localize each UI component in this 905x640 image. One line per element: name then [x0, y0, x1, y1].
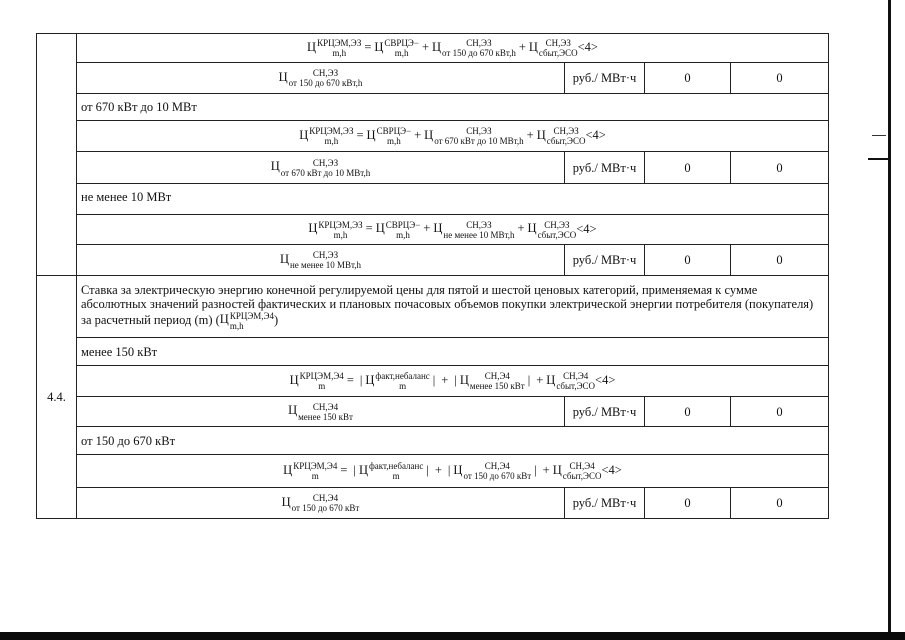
- price-symbol: [288, 401, 353, 422]
- price-letter: Ц: [433, 221, 443, 236]
- subscript: от 670 кВт до 10 МВт,h: [434, 136, 524, 146]
- formula-cell: [77, 366, 829, 397]
- description-symbol: [219, 310, 274, 331]
- table-row: [37, 152, 829, 184]
- subscript: менее 150 кВт: [298, 411, 353, 422]
- script-stack: [547, 126, 586, 146]
- operator: |: [447, 462, 451, 477]
- superscript: СН,Э4: [312, 493, 339, 503]
- formula-cell: [77, 34, 829, 63]
- footnote-tag: <4>: [595, 372, 616, 387]
- price-symbol: [281, 493, 360, 513]
- script-stack: [443, 220, 514, 240]
- script-stack: [293, 461, 337, 481]
- subscript: m: [399, 381, 407, 391]
- script-stack: [300, 371, 344, 391]
- subscript: от 150 до 670 кВт,h: [442, 48, 516, 58]
- script-stack: [563, 461, 602, 481]
- superscript: СН,ЭЗ: [553, 126, 579, 136]
- operator: |: [432, 372, 436, 387]
- price-letter: Ц: [546, 372, 556, 387]
- subscript: сбыт,ЭСО: [562, 471, 602, 481]
- table-row: [37, 184, 829, 215]
- superscript: факт,небаланс: [368, 461, 424, 471]
- term-symbol: [453, 461, 532, 481]
- operator: +: [542, 462, 550, 477]
- superscript: КРЦЭМ,ЭЗ: [318, 219, 363, 230]
- table-row: [37, 427, 829, 455]
- value-cell: 0: [645, 245, 731, 276]
- subscript: m: [318, 381, 326, 391]
- price-letter: Ц: [366, 127, 376, 142]
- footnote-tag: <4>: [576, 221, 597, 236]
- unit-cell: руб./ МВт·ч: [565, 488, 645, 519]
- subscript: сбыт,ЭСО: [537, 229, 577, 240]
- subscript: от 150 до 670 кВт,h: [288, 78, 363, 88]
- operator: |: [359, 372, 363, 387]
- table-row: [37, 121, 829, 152]
- operator: |: [353, 462, 356, 477]
- script-stack: [463, 461, 531, 481]
- price-letter: Ц: [375, 221, 385, 236]
- price-letter: Ц: [424, 127, 434, 142]
- superscript: СН,Э4: [312, 401, 339, 412]
- value-cell: 0: [731, 152, 829, 184]
- lhs-symbol: [308, 219, 363, 240]
- subscript: m,h: [229, 320, 244, 331]
- operator: +: [518, 39, 526, 54]
- scan-edge-mark: [868, 158, 888, 160]
- superscript: факт,небаланс: [375, 371, 430, 381]
- term-symbol: [552, 461, 602, 481]
- script-stack: [230, 311, 274, 331]
- value-cell: 0: [645, 397, 731, 427]
- superscript: СН,ЭЗ: [312, 68, 339, 78]
- value-cell: 0: [645, 488, 731, 519]
- range-label: менее 150 кВт: [77, 338, 829, 366]
- value-cell: 0: [645, 152, 731, 184]
- table-row: [37, 338, 829, 366]
- operator: +: [434, 462, 442, 477]
- term-symbol: [433, 219, 515, 240]
- superscript: СН,Э4: [484, 371, 510, 381]
- section-description: [77, 276, 829, 338]
- lhs-symbol: [289, 371, 344, 391]
- script-stack: [318, 220, 362, 240]
- price-letter: Ц: [289, 372, 299, 387]
- script-stack: [298, 402, 353, 422]
- subscript: m: [311, 471, 319, 481]
- script-stack: [442, 38, 516, 58]
- subscript: от 150 до 670 кВт: [463, 471, 532, 481]
- term-symbol: [424, 126, 524, 146]
- table-row: [37, 245, 829, 276]
- formula-cell: [77, 455, 829, 488]
- script-stack: [281, 158, 370, 178]
- term-symbol: [527, 219, 577, 240]
- subscript: менее 150 кВт: [469, 381, 525, 391]
- scan-border-right: [888, 0, 905, 640]
- operator: +: [423, 221, 431, 236]
- footnote-tag: <4>: [585, 127, 606, 142]
- value-cell: 0: [731, 245, 829, 276]
- price-letter: Ц: [299, 127, 309, 142]
- script-stack: [369, 461, 423, 481]
- lhs-symbol: [283, 461, 338, 481]
- value-cell: 0: [731, 488, 829, 519]
- operator: =: [365, 221, 373, 236]
- price-letter: Ц: [270, 159, 280, 174]
- price-letter: Ц: [536, 127, 546, 142]
- footnote-tag: <4>: [577, 39, 598, 54]
- table-row: [37, 215, 829, 245]
- script-stack: [289, 68, 363, 88]
- superscript: КРЦЭМ,ЭЗ: [317, 38, 362, 48]
- operator: +: [414, 127, 422, 142]
- term-symbol: [374, 38, 419, 58]
- scan-border-bottom: [0, 632, 905, 640]
- term-symbol: [459, 371, 525, 391]
- price-symbol-cell: [77, 63, 565, 94]
- table-row: [37, 397, 829, 427]
- tariff-table: [36, 33, 829, 519]
- term-symbol: [432, 38, 516, 58]
- operator: =: [356, 127, 364, 142]
- superscript: СВРЦЭ−: [385, 219, 421, 230]
- price-symbol: [278, 68, 363, 88]
- price-letter: Ц: [278, 69, 288, 84]
- price-letter: Ц: [281, 494, 291, 509]
- price-letter: Ц: [453, 462, 463, 477]
- unit-cell: руб./ МВт·ч: [565, 152, 645, 184]
- superscript: КРЦЭМ,ЭЗ: [309, 126, 354, 136]
- subscript: m: [392, 471, 400, 481]
- subscript: m,h: [333, 229, 348, 240]
- footnote-tag: <4>: [601, 462, 622, 477]
- superscript: СН,Э4: [484, 461, 510, 471]
- table-row: [37, 488, 829, 519]
- superscript: КРЦЭМ,Э4: [299, 371, 344, 381]
- operator: =: [364, 39, 372, 54]
- operator: |: [426, 462, 429, 477]
- lhs-symbol: [299, 126, 354, 146]
- term-symbol: [375, 219, 421, 240]
- script-stack: [539, 38, 578, 58]
- operator: +: [421, 39, 430, 54]
- price-letter: Ц: [552, 462, 562, 477]
- value-cell: 0: [731, 63, 829, 94]
- price-letter: Ц: [283, 462, 293, 477]
- section-number: 4.4.: [37, 276, 77, 519]
- script-stack: [434, 126, 523, 146]
- price-symbol-cell: [77, 152, 565, 184]
- range-label: не менее 10 МВт: [77, 184, 829, 215]
- price-letter: Ц: [219, 312, 229, 327]
- term-symbol: [366, 126, 412, 146]
- subscript: m,h: [394, 48, 409, 58]
- subscript: сбыт,ЭСО: [556, 381, 596, 391]
- price-letter: Ц: [432, 39, 442, 54]
- script-stack: [375, 371, 429, 391]
- description-end: ): [273, 312, 279, 327]
- subscript: сбыт,ЭСО: [546, 136, 586, 146]
- script-stack: [309, 126, 353, 146]
- table-row: [37, 276, 829, 338]
- operator: +: [441, 372, 449, 387]
- subscript: от 670 кВт до 10 МВт,h: [280, 167, 371, 178]
- operator: |: [534, 462, 537, 477]
- price-letter: Ц: [459, 372, 469, 387]
- superscript: СН,ЭЗ: [312, 157, 339, 168]
- superscript: СВРЦЭ−: [376, 126, 412, 136]
- table-row: [37, 94, 829, 121]
- operator: |: [454, 372, 457, 387]
- row-number-cell: [37, 34, 77, 276]
- superscript: СН,ЭЗ: [466, 126, 492, 136]
- table-row: [37, 63, 829, 94]
- term-symbol: [528, 38, 578, 58]
- price-letter: Ц: [527, 221, 537, 236]
- operator: +: [536, 372, 544, 387]
- price-letter: Ц: [358, 462, 368, 477]
- unit-cell: руб./ МВт·ч: [565, 397, 645, 427]
- range-label: от 670 кВт до 10 МВт: [77, 94, 829, 121]
- price-letter: Ц: [528, 39, 538, 54]
- term-symbol: [365, 371, 430, 391]
- subscript: не менее 10 МВт,h: [289, 260, 362, 270]
- script-stack: [556, 371, 595, 391]
- price-symbol-cell: [77, 245, 565, 276]
- subscript: от 150 до 670 кВт: [291, 503, 360, 513]
- term-symbol: [546, 371, 596, 391]
- table-row: [37, 455, 829, 488]
- superscript: СН,ЭЗ: [544, 219, 570, 230]
- script-stack: [317, 38, 361, 58]
- script-stack: [377, 126, 412, 146]
- term-symbol: [536, 126, 586, 146]
- superscript: СН,ЭЗ: [545, 38, 571, 48]
- description-text: Ставка за электрическую энергию конечной регулируемой цены для пятой и шестой ценовых категорий, применяемая к сумме абсолютных значений разностей фактических и плановых почасовых объемов покупки электрической энергии потребителя (покупателя) за расчетный период (m) (: [81, 282, 814, 327]
- operator: +: [526, 127, 534, 142]
- table-row: [37, 366, 829, 397]
- superscript: КРЦЭМ,Э4: [229, 310, 274, 321]
- subscript: m,h: [324, 136, 339, 146]
- subscript: m,h: [386, 136, 401, 146]
- formula-cell: [77, 215, 829, 245]
- script-stack: [386, 220, 421, 240]
- subscript: m,h: [396, 229, 410, 240]
- operator: =: [340, 462, 348, 477]
- lhs-symbol: [307, 38, 362, 58]
- table-row: [37, 34, 829, 63]
- unit-cell: руб./ МВт·ч: [565, 245, 645, 276]
- script-stack: [384, 38, 419, 58]
- price-letter: Ц: [307, 39, 317, 54]
- price-letter: Ц: [288, 403, 298, 418]
- operator: +: [517, 221, 525, 236]
- superscript: СН,ЭЗ: [312, 250, 339, 260]
- operator: =: [346, 372, 354, 387]
- term-symbol: [358, 461, 424, 481]
- operator: |: [527, 372, 531, 387]
- superscript: СН,Э4: [563, 371, 589, 381]
- script-stack: [470, 371, 525, 391]
- script-stack: [292, 493, 360, 513]
- subscript: не менее 10 МВт,h: [443, 229, 515, 240]
- unit-cell: руб./ МВт·ч: [565, 63, 645, 94]
- price-symbol: [270, 157, 371, 178]
- price-letter: Ц: [365, 372, 375, 387]
- script-stack: [290, 250, 361, 270]
- price-symbol-cell: [77, 488, 565, 519]
- value-cell: 0: [731, 397, 829, 427]
- value-cell: 0: [645, 63, 731, 94]
- range-label: от 150 до 670 кВт: [77, 427, 829, 455]
- price-letter: Ц: [374, 39, 384, 54]
- subscript: сбыт,ЭСО: [538, 48, 578, 58]
- superscript: СВРЦЭ−: [384, 38, 419, 48]
- superscript: СН,ЭЗ: [466, 38, 492, 48]
- superscript: СН,Э4: [569, 461, 595, 471]
- subscript: m,h: [332, 48, 347, 58]
- price-symbol: [279, 250, 362, 270]
- superscript: КРЦЭМ,Э4: [293, 461, 338, 471]
- script-stack: [538, 220, 577, 240]
- price-letter: Ц: [308, 221, 318, 236]
- price-letter: Ц: [279, 251, 289, 266]
- scan-edge-mark: [872, 135, 886, 136]
- formula-cell: [77, 121, 829, 152]
- superscript: СН,ЭЗ: [466, 219, 492, 230]
- price-symbol-cell: [77, 397, 565, 427]
